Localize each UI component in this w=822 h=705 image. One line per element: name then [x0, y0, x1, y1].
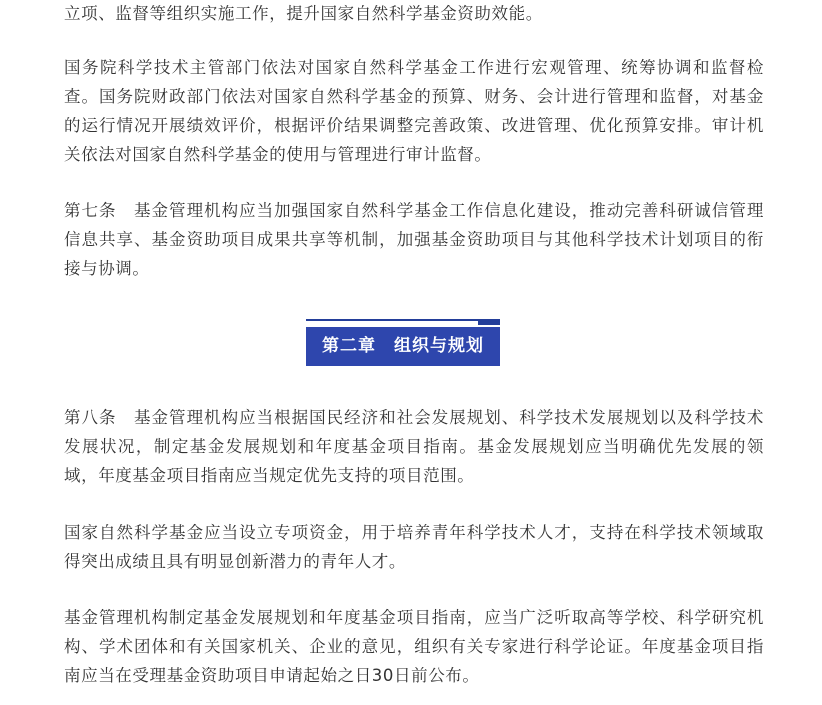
paragraph-article-8: 第八条 基金管理机构应当根据国民经济和社会发展规划、科学技术发展规划以及科学技术发展状况，制定基金发展规划和年度基金项目指南。基金发展规划应当明确优先发展的领域，年度基金项目指南应当规定优先支持的项目范围。	[64, 408, 764, 485]
paragraph-state-council-oversight: 国务院科学技术主管部门依法对国家自然科学基金工作进行宏观管理、统筹协调和监督检查。国务院财政部门依法对国家自然科学基金的预算、财务、会计进行管理和监督，对基金的运行情况开展绩效评价，根据评价结果调整完善政策、改进管理、优化预算安排。审计机关依法对国家自然科学基金的使用与管理进行审计监督。	[64, 58, 764, 164]
chapter-heading: 第二章 组织与规划	[306, 327, 500, 366]
chapter-heading-accent	[478, 319, 500, 325]
paragraph-article-7: 第七条 基金管理机构应当加强国家自然科学基金工作信息化建设，推动完善科研诚信管理信息共享、基金资助项目成果共享等机制，加强基金资助项目与其他科学技术计划项目的衔接与协调。	[64, 201, 764, 278]
paragraph-guide-publication: 基金管理机构制定基金发展规划和年度基金项目指南，应当广泛听取高等学校、科学研究机构、学术团体和有关国家机关、企业的意见，组织有关专家进行科学论证。年度基金项目指南应当在受理基金资助项目申请起始之日30日前公布。	[64, 608, 764, 685]
paragraph-youth-fund: 国家自然科学基金应当设立专项资金，用于培养青年科学技术人才，支持在科学技术领域取得突出成绩且具有明显创新潜力的青年人才。	[64, 523, 764, 571]
chapter-heading-block	[306, 319, 500, 366]
chapter-heading-rule	[306, 319, 500, 321]
paragraph-article-6-continued: 立项、监督等组织实施工作，提升国家自然科学基金资助效能。	[64, 4, 543, 23]
